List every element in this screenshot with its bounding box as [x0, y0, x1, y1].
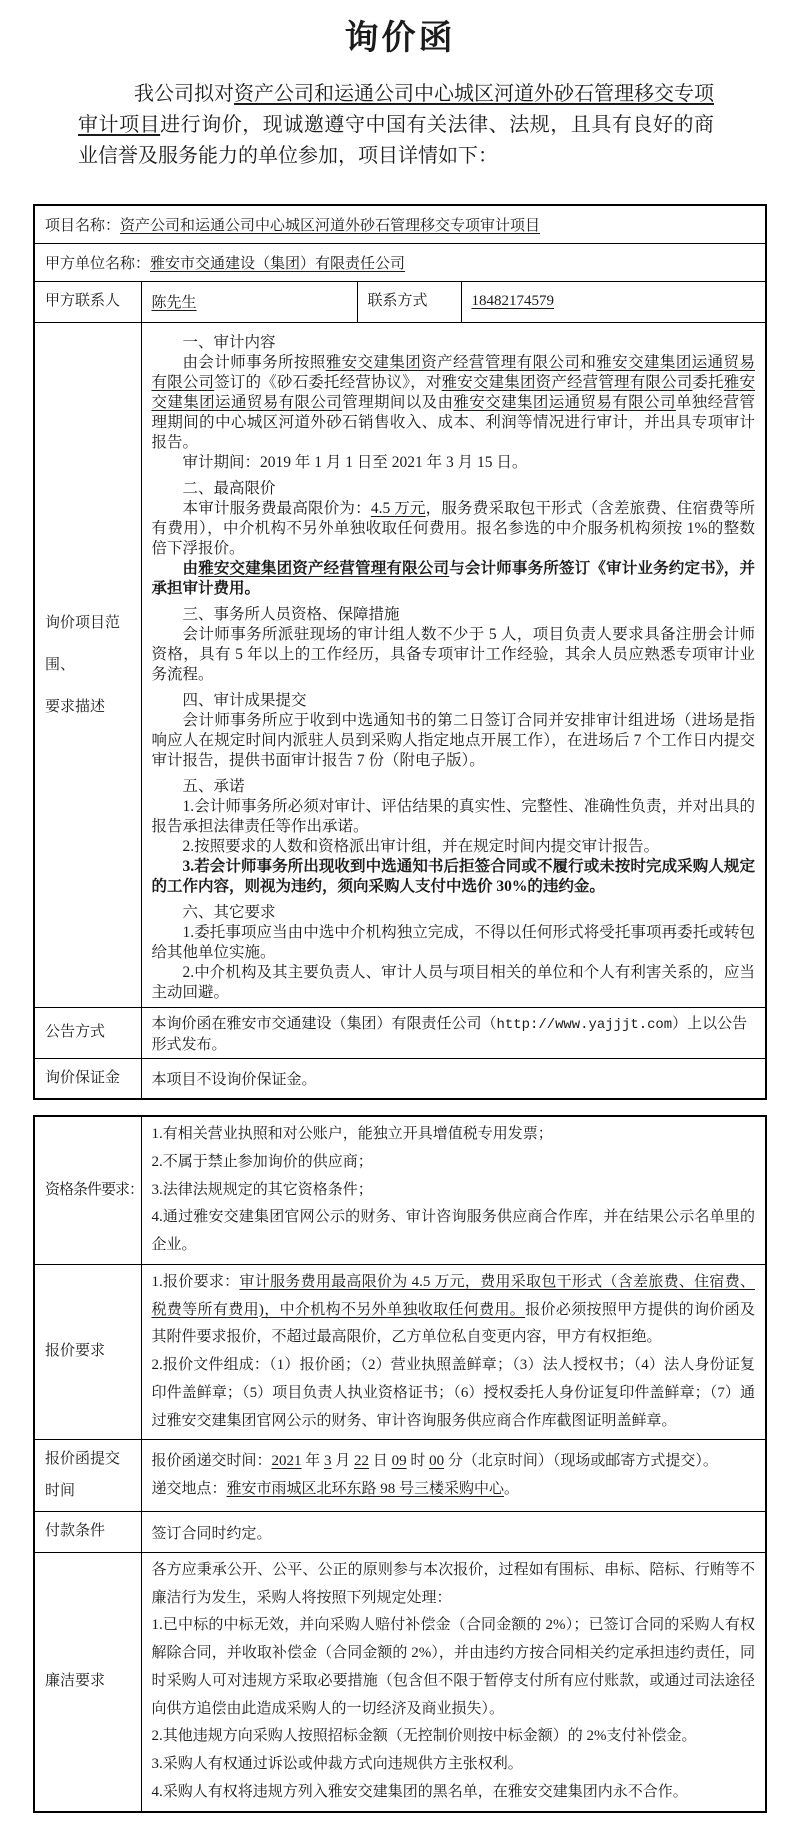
text-run: 管理期间以及由: [342, 393, 454, 411]
deposit-cell: 本项目不设询价保证金。: [141, 1058, 766, 1099]
text-run: 报价函递交时间：: [151, 1453, 272, 1469]
text-run: 进行询价，现诚邀遵守中国有关法律、法规，且具有良好的商业信誉及服务能力的单位参加，项目详情如下：: [78, 114, 715, 167]
phone-label: 联系方式: [357, 282, 461, 323]
text-run: 2.其他违规方向采购人按照招标金额（无控制价则按中标金额）的 2%支付补偿金。: [151, 1728, 697, 1745]
text-run: 2.报价文件组成：（1）报价函；（2）营业执照盖鲜章；（3）法人授权书；（4）法人身份证复印件盖鲜章；（5）项目负责人执业资格证书；（6）授权委托人身份证复印件盖鲜章；（7）通过雅安交建集团官网公示的财务、审计咨询服务供应商合作库截图证明盖鲜章。: [151, 1357, 755, 1429]
text-run: 我公司拟对: [134, 83, 234, 105]
text-run: 本询价函在雅安市交通建设（集团）有限责任公司（: [151, 1015, 497, 1032]
text-run: ）上以公告形式发布。: [151, 1015, 748, 1053]
text-run: 09: [391, 1453, 407, 1469]
party-unit-row: [34, 244, 766, 282]
paragraph: [152, 625, 756, 685]
text-run: 资产公司和运通公司中心城区河道外砂石管理移交专项审计项目: [78, 83, 714, 136]
paragraph: [152, 963, 756, 1003]
text-run: 与会计师事务所签订《审计业务约定书》，并承担审计费用。: [151, 559, 755, 597]
text-run: 雅安交建集团运通贸易有限公司: [151, 353, 755, 391]
paragraph: [152, 1751, 756, 1779]
payment-label: 付款条件: [34, 1512, 141, 1553]
party-unit-value: 雅安市交通建设（集团）有限责任公司: [150, 256, 406, 272]
text-run: 日: [369, 1453, 392, 1469]
paragraph: [152, 1612, 756, 1723]
paragraph: [152, 1177, 756, 1205]
paragraph: [152, 1352, 756, 1435]
text-run: 2.按照要求的人数和资格派出审计组，并在规定时间内提交审计报告。: [182, 837, 660, 855]
text-run: 本审计服务费最高限价为：: [182, 499, 371, 517]
text-run: 五、承诺: [182, 777, 245, 795]
contact-value: 陈先生: [151, 295, 197, 312]
qualification-cell: [141, 1116, 766, 1264]
text-run: 月: [331, 1453, 355, 1469]
text-run: 一、审计内容: [182, 333, 276, 351]
paragraph: [152, 333, 756, 353]
text-run: 签订的《砂石委托经营协议》，对: [214, 373, 442, 391]
document-title: 询价函: [344, 20, 456, 57]
paragraph: [152, 1448, 756, 1476]
text-run: 雅安市雨城区北环东路 98 号三楼采购中心: [226, 1480, 505, 1497]
paragraph: [152, 903, 756, 923]
party-unit-cell: [34, 244, 766, 282]
text-run: 雅安交建集团资产经营管理有限公司: [441, 373, 693, 391]
phone-value: 18482174579: [471, 293, 554, 310]
text-run: 22: [354, 1453, 370, 1469]
qualification-label: 资格条件要求：: [34, 1116, 141, 1264]
intro-paragraph: [78, 79, 714, 172]
text-run: 审计服务费用最高限价为 4.5 万元，费用采取包干形式（含差旅费、住宿费、税费等所有费用)，中介机构不另外单独收取任何费用。: [151, 1273, 755, 1318]
text-run: 委托: [692, 373, 724, 391]
text-run: 2021: [271, 1453, 302, 1469]
text-run: 3: [324, 1453, 332, 1469]
text-run: 和: [580, 353, 597, 371]
project-name-cell: [34, 205, 766, 244]
paragraph: [152, 1121, 756, 1149]
text-run: 1.已中标的中标无效，并向采购人赔付补偿金（合同金额的 2%）；已签订合同的采购人有权解除合同，并收取补偿金（合同金额的 2%），并由违约方按合同相关约定承担违约责任，同时采购人可对违规方采取必要措施（包含但不限于暂停支付所有应付账款，或通过司法途径向供方追偿由此造成采购人的一切经济及商业损失）。: [151, 1617, 755, 1717]
text-run: 审计期间：2019 年 1 月 1 日至 2021 年 3 月 15 日。: [182, 453, 528, 471]
paragraph: [152, 777, 756, 797]
scope-row: [34, 322, 766, 1007]
paragraph: [152, 1149, 756, 1177]
paragraph: [152, 1557, 756, 1613]
text-run: 3.法律法规规定的其它资格条件；: [151, 1181, 373, 1198]
paragraph: [152, 1269, 756, 1352]
text-run: 由会计师事务所按照: [182, 353, 326, 371]
text-run: 会计师事务所派驻现场的审计组人数不少于 5 人，项目负责人要求具备注册会计师资格，具有 5 年以上的工作经历，具备专项审计工作经验，其余人员应熟悉专项审计业务流程。: [151, 625, 755, 683]
submission-label: 报价函提交时间: [34, 1440, 141, 1512]
text-run: 单独经营管理期间的中心城区河道外砂石销售收入、成本、利润等情况进行审计，并出具专项审计报告。: [151, 393, 755, 451]
text-run: 1.报价要求：: [151, 1273, 240, 1290]
submission-row: [34, 1440, 766, 1512]
text-run: 六、其它要求: [182, 903, 276, 921]
paragraph: [152, 711, 756, 771]
scope-label-line1: 询价项目范围、: [45, 614, 121, 673]
project-name-label: 项目名称：: [45, 218, 121, 234]
payment-cell: 签订合同时约定。: [141, 1512, 766, 1553]
contact-row: [34, 282, 766, 323]
quotation-label: 报价要求: [34, 1264, 141, 1440]
phone-value-cell: [461, 282, 766, 323]
paragraph: [152, 797, 756, 837]
integrity-cell: [141, 1552, 766, 1811]
project-info-table: [33, 204, 767, 1100]
text-run: 各方应秉承公开、公平、公正的原则参与本次报价，过程如有围标、串标、陪标、行贿等不廉洁行为发生，采购人将按照下列规定处理：: [151, 1561, 755, 1606]
announcement-label: 公告方式: [34, 1007, 141, 1058]
payment-row: [34, 1512, 766, 1553]
text-run: 会计师事务所应于收到中选通知书的第二日签订合同并安排审计组进场（进场是指响应人在规定时间内派驻人员到采购人指定地点开展工作），在进场后 7 个工作日内提交审计报告，提供书面审计报告 7 份（附电子版）。: [151, 711, 755, 769]
announcement-row: [34, 1007, 766, 1058]
paragraph: [152, 1204, 756, 1260]
text-run: 雅安交建集团资产经营管理有限公司: [198, 559, 450, 577]
text-run: 1.委托事项应当由中选中介机构独立完成，不得以任何形式将受托事项再委托或转包给其他单位实施。: [151, 923, 755, 961]
paragraph: [152, 605, 756, 625]
text-run: 00: [429, 1453, 445, 1469]
project-name-row: [34, 205, 766, 244]
paragraph: [152, 353, 756, 453]
paragraph: [152, 857, 756, 897]
paragraph: [152, 479, 756, 499]
paragraph: [152, 559, 756, 599]
integrity-label: 廉洁要求: [34, 1552, 141, 1811]
text-run: 递交地点：: [151, 1480, 227, 1497]
text-run: 2.中介机构及其主要负责人、审计人员与项目相关的单位和个人有利害关系的，应当主动回避。: [151, 963, 755, 1001]
text-run: 报价必须按照甲方提供的询价函及其附件要求报价，不超过最高限价，乙方单位私自变更内容，甲方有权拒绝。: [151, 1301, 755, 1346]
text-run: 3.采购人有权通过诉讼或仲裁方式向违规供方主张权利。: [151, 1756, 523, 1772]
deposit-row: [34, 1058, 766, 1099]
text-run: ，服务费采取包干形式（含差旅费、住宿费等所有费用），中介机构不另外单独收取任何费用。报名参选的中介服务机构须按 1%的整数倍下浮报价。: [151, 499, 755, 557]
announcement-cell: [141, 1007, 766, 1058]
paragraph: [152, 837, 756, 857]
text-run: 1.有相关营业执照和对公账户，能独立开具增值税专用发票；: [151, 1126, 553, 1142]
scope-content-cell: [141, 322, 766, 1007]
text-run: 四、审计成果提交: [182, 691, 307, 709]
text-run: http://www.yajjjt.com: [496, 1016, 673, 1033]
contact-value-cell: [141, 282, 357, 323]
text-run: 雅安交建集团资产经营管理有限公司: [325, 353, 581, 371]
contact-label: 甲方联系人: [34, 282, 141, 323]
paragraph: [152, 923, 756, 963]
text-run: 分（北京时间）（现场或邮寄方式提交）。: [444, 1453, 718, 1469]
submission-cell: [141, 1440, 766, 1512]
text-run: 4.通过雅安交建集团官网公示的财务、审计咨询服务供应商合作库，并在结果公示名单里的企业。: [151, 1209, 755, 1253]
paragraph: [152, 499, 756, 559]
quotation-row: [34, 1264, 766, 1440]
qualification-row: [34, 1116, 766, 1264]
paragraph: [152, 1779, 756, 1807]
text-run: 4.5 万元: [370, 499, 426, 517]
requirement-table: [33, 1115, 767, 1813]
text-run: 雅安交建集团运通贸易有限公司: [453, 393, 676, 411]
integrity-row: [34, 1552, 766, 1811]
text-run: 二、最高限价: [182, 479, 276, 497]
scope-label: [34, 322, 141, 1007]
text-run: 1.会计师事务所必须对审计、评估结果的真实性、完整性、准确性负责，并对出具的报告承担法律责任等作出承诺。: [151, 797, 755, 835]
paragraph: [152, 691, 756, 711]
paragraph: [152, 1476, 756, 1504]
scope-label-line2: 要求描述: [45, 698, 106, 715]
party-unit-label: 甲方单位名称：: [45, 256, 151, 272]
text-run: 3.若会计师事务所出现收到中选通知书后拒签合同或不履行或未按时完成采购人规定的工作内容，则视为违约，须向采购人支付中选价 30%的违约金。: [151, 857, 755, 895]
text-run: 时: [406, 1453, 430, 1469]
text-run: 三、事务所人员资格、保障措施: [182, 605, 400, 623]
project-name-value: 资产公司和运通公司中心城区河道外砂石管理移交专项审计项目: [120, 218, 541, 234]
text-run: 年: [301, 1453, 325, 1469]
quotation-cell: [141, 1264, 766, 1440]
paragraph: [152, 1723, 756, 1751]
text-run: 雅安交建集团运通贸易有限公司: [151, 373, 755, 411]
text-run: 由: [182, 559, 199, 577]
text-run: 2.不属于禁止参加询价的供应商；: [151, 1153, 373, 1170]
text-run: 4.采购人有权将违规方列入雅安交建集团的黑名单，在雅安交建集团内永不合作。: [151, 1783, 688, 1800]
paragraph: [152, 453, 756, 473]
deposit-label: 询价保证金: [34, 1058, 141, 1099]
text-run: 。: [504, 1480, 520, 1497]
